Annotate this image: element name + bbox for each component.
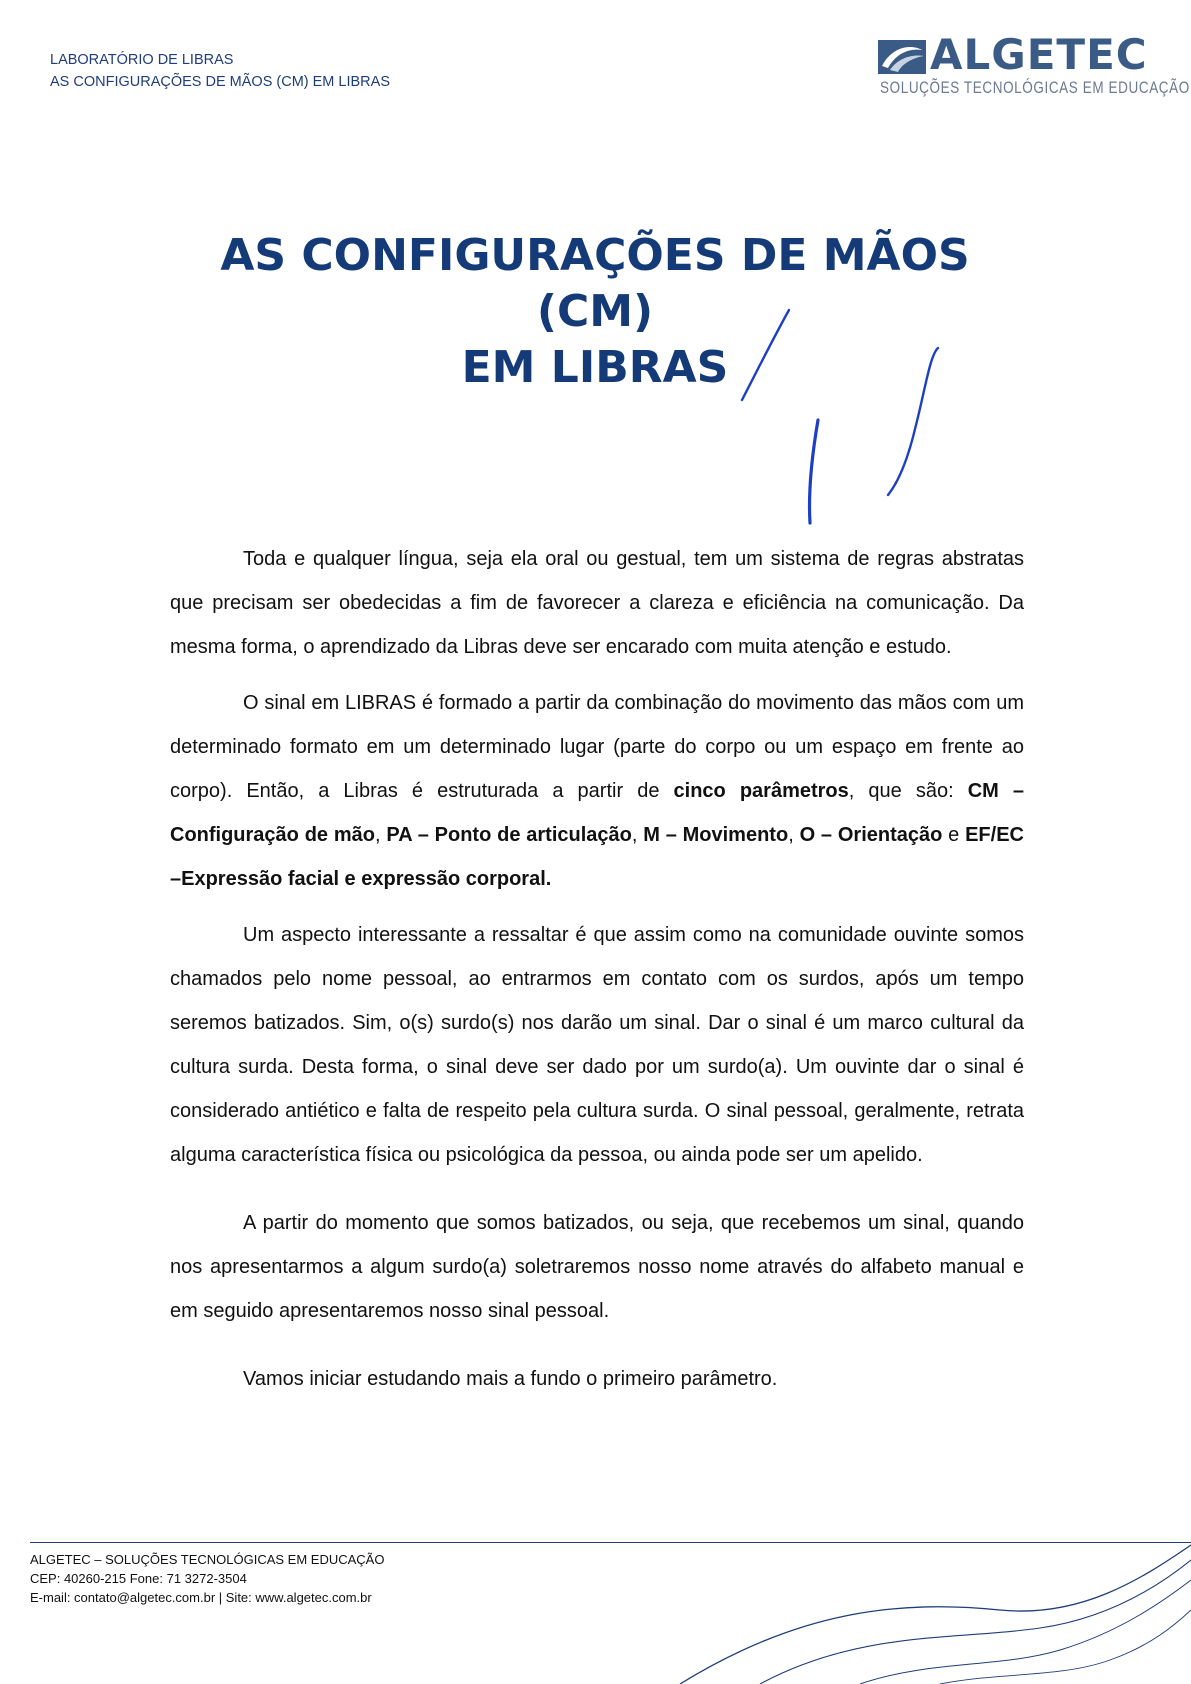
p2-text-6: e [942, 824, 966, 846]
paragraph-2 [170, 681, 1024, 901]
footer-contact: E-mail: contato@algetec.com.br | Site: www.algetec.com.br [30, 1590, 372, 1605]
header-doc-title: AS CONFIGURAÇÕES DE MÃOS (CM) EM LIBRAS [50, 74, 390, 90]
p2-text-4: , [631, 824, 644, 846]
page-title [170, 228, 1020, 396]
p2-bold-cinco-parametros: cinco parâmetros [673, 780, 849, 802]
paragraph-1: Toda e qualquer língua, seja ela oral ou gestual, tem um sistema de regras abstratas que precisam ser obedecidas a fim de favorecer a clareza e eficiência na comunicação. Da mesma forma, o aprendizado da Libras deve ser encarado com muita atenção e estudo. [170, 548, 1024, 658]
paragraph-4: A partir do momento que somos batizados, ou seja, que recebemos um sinal, quando nos apresentarmos a algum surdo(a) soletraremos nosso nome através do alfabeto manual e em seguido apresentaremos nosso sinal pessoal. [170, 1212, 1024, 1322]
p2-bold-m: M – Movimento [643, 824, 789, 846]
logo-swirl-icon [878, 40, 928, 76]
p2-text-3: , [374, 824, 387, 846]
algetec-logo [878, 30, 1190, 100]
footer-divider [30, 1542, 1191, 1543]
page-title-line-2: EM LIBRAS [461, 342, 729, 393]
footer-company: ALGETEC – SOLUÇÕES TECNOLÓGICAS EM EDUCAÇÃO [30, 1552, 385, 1567]
p2-bold-cm: CM – Configuração de mão [170, 780, 1024, 846]
document-header [50, 49, 390, 93]
logo-tagline: SOLUÇÕES TECNOLÓGICAS EM EDUCAÇÃO [880, 78, 1190, 97]
logo-wordmark: ALGETEC [930, 30, 1148, 79]
p2-bold-pa: PA – Ponto de articulação [386, 824, 632, 846]
header-lab-name: LABORATÓRIO DE LIBRAS [50, 52, 234, 68]
footer-address-phone: CEP: 40260-215 Fone: 71 3272-3504 [30, 1571, 247, 1586]
paragraph-3: Um aspecto interessante a ressaltar é que assim como na comunidade ouvinte somos chamados pelo nome pessoal, ao entrarmos em contato com os surdos, após um tempo seremos batizados. Sim, o(s) surdo(s) nos darão um sinal. Dar o sinal é um marco cultural da cultura surda. Desta forma, o sinal deve ser dado por um surdo(a). Um ouvinte dar o sinal é considerado antiético e falta de respeito pela cultura surda. O sinal pessoal, geralmente, retrata alguma característica física ou psicológica da pessoa, ou ainda pode ser um apelido. [170, 924, 1024, 1166]
paragraph-5: Vamos iniciar estudando mais a fundo o primeiro parâmetro. [243, 1368, 778, 1390]
document-footer [30, 1550, 384, 1607]
page-title-line-1: AS CONFIGURAÇÕES DE MÃOS (CM) [220, 230, 970, 337]
p2-bold-o: O – Orientação [799, 824, 943, 846]
p2-text-5: , [788, 824, 800, 846]
p2-text-1: O sinal em LIBRAS é formado a partir da combinação do movimento das mãos com um determinado formato em um determinado lugar (parte do corpo ou um espaço em frente ao corpo). Então, a Libras é estruturada a partir de [170, 692, 1024, 802]
document-body [170, 537, 1024, 1401]
p2-bold-ef-ec: EF/EC –Expressão facial e expressão corporal. [170, 824, 1024, 890]
p2-text-2: , que são: [848, 780, 968, 802]
